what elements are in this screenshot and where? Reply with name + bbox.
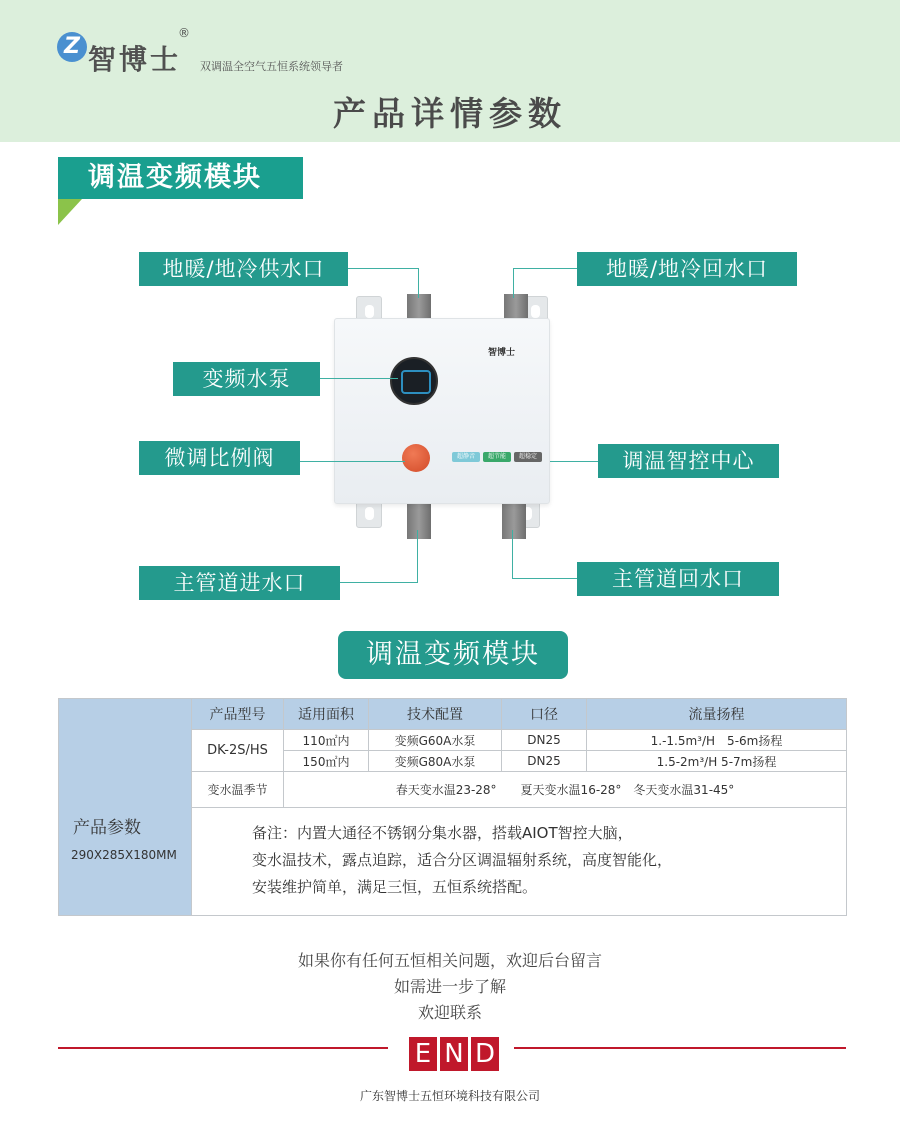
col-header: 流量扬程 bbox=[587, 699, 847, 730]
area-cell: 150㎡内 bbox=[284, 751, 369, 772]
table-side-cell bbox=[59, 699, 192, 916]
col-header: 技术配置 bbox=[369, 699, 502, 730]
callout-line bbox=[417, 530, 418, 582]
side-dims: 290X285X180MM bbox=[71, 847, 177, 862]
subtitle: 调温变频模块 bbox=[338, 631, 568, 679]
label-valve: 微调比例阀 bbox=[139, 441, 300, 475]
note-line: 安装维护简单，满足三恒，五恒系统搭配。 bbox=[252, 878, 538, 896]
section-tag: 调温变频模块 bbox=[58, 157, 303, 199]
label-pump: 变频水泵 bbox=[173, 362, 320, 396]
label-main-in: 主管道进水口 bbox=[139, 566, 340, 600]
spec-table bbox=[58, 698, 847, 916]
config-cell: 变频G60A水泵 bbox=[369, 730, 502, 751]
device-badges bbox=[452, 452, 542, 462]
label-return: 地暖/地冷回水口 bbox=[577, 252, 797, 286]
callout-line bbox=[512, 530, 513, 578]
device-body bbox=[334, 318, 550, 504]
footer-line-2: 如需进一步了解 bbox=[393, 977, 506, 996]
callout-line bbox=[513, 268, 577, 269]
valve-icon bbox=[402, 444, 430, 472]
badge-quiet: 超静音 bbox=[452, 452, 480, 462]
supply-pipe bbox=[407, 294, 431, 320]
footer-line-3: 欢迎联系 bbox=[417, 1003, 482, 1022]
callout-line bbox=[320, 378, 398, 379]
end-divider-right bbox=[514, 1047, 846, 1049]
flow-cell: 1.-1.5m³/H 5-6m扬程 bbox=[587, 730, 847, 751]
company-name: 广东智博士五恒环境科技有限公司 bbox=[359, 1089, 540, 1103]
end-letter: N bbox=[440, 1037, 468, 1071]
device-logo: 智博士 bbox=[488, 348, 516, 358]
label-supply: 地暖/地冷供水口 bbox=[139, 252, 348, 286]
diameter-cell: DN25 bbox=[502, 730, 587, 751]
model-cell: DK-2S/HS bbox=[192, 730, 284, 772]
registered-mark: ® bbox=[178, 26, 190, 40]
label-main-out: 主管道回水口 bbox=[577, 562, 779, 596]
col-header: 产品型号 bbox=[192, 699, 284, 730]
logo-icon: Z bbox=[57, 32, 87, 62]
brand-slogan: 双调温全空气五恒系统领导者 bbox=[200, 60, 343, 73]
season-label: 变水温季节 bbox=[192, 772, 284, 808]
footer-line-1: 如果你有任何五恒相关问题，欢迎后台留言 bbox=[297, 951, 602, 970]
side-title: 产品参数 bbox=[73, 817, 141, 838]
callout-line bbox=[340, 582, 418, 583]
main-in-pipe bbox=[407, 503, 431, 539]
note-line: 备注：内置大通径不锈钢分集水器，搭载AIOT智控大脑， bbox=[252, 824, 633, 842]
end-divider-left bbox=[58, 1047, 388, 1049]
label-control: 调温智控中心 bbox=[598, 444, 779, 478]
brand-name: 智博士 bbox=[88, 43, 182, 76]
callout-line bbox=[348, 268, 418, 269]
callout-line bbox=[512, 578, 577, 579]
end-mark bbox=[409, 1037, 499, 1071]
callout-line bbox=[418, 268, 419, 298]
page-title: 产品详情参数 bbox=[333, 94, 567, 133]
badge-stable: 超稳定 bbox=[514, 452, 542, 462]
header-banner bbox=[0, 0, 900, 142]
config-cell: 变频G80A水泵 bbox=[369, 751, 502, 772]
end-letter: D bbox=[471, 1037, 499, 1071]
end-letter: E bbox=[409, 1037, 437, 1071]
col-header: 适用面积 bbox=[284, 699, 369, 730]
diameter-cell: DN25 bbox=[502, 751, 587, 772]
callout-line bbox=[550, 461, 598, 462]
callout-line bbox=[300, 461, 405, 462]
note-cell bbox=[192, 808, 847, 916]
section-tag-tail bbox=[58, 199, 82, 225]
note-line: 变水温技术，露点追踪，适合分区调温辐射系统，高度智能化， bbox=[252, 851, 673, 869]
main-out-pipe bbox=[502, 503, 526, 539]
callout-line bbox=[513, 268, 514, 298]
pump-icon bbox=[390, 357, 438, 405]
badge-saving: 超节能 bbox=[483, 452, 511, 462]
return-pipe bbox=[504, 294, 528, 320]
flow-cell: 1.5-2m³/H 5-7m扬程 bbox=[587, 751, 847, 772]
season-value: 春天变水温23-28° 夏天变水温16-28° 冬天变水温31-45° bbox=[284, 772, 847, 808]
area-cell: 110㎡内 bbox=[284, 730, 369, 751]
col-header: 口径 bbox=[502, 699, 587, 730]
